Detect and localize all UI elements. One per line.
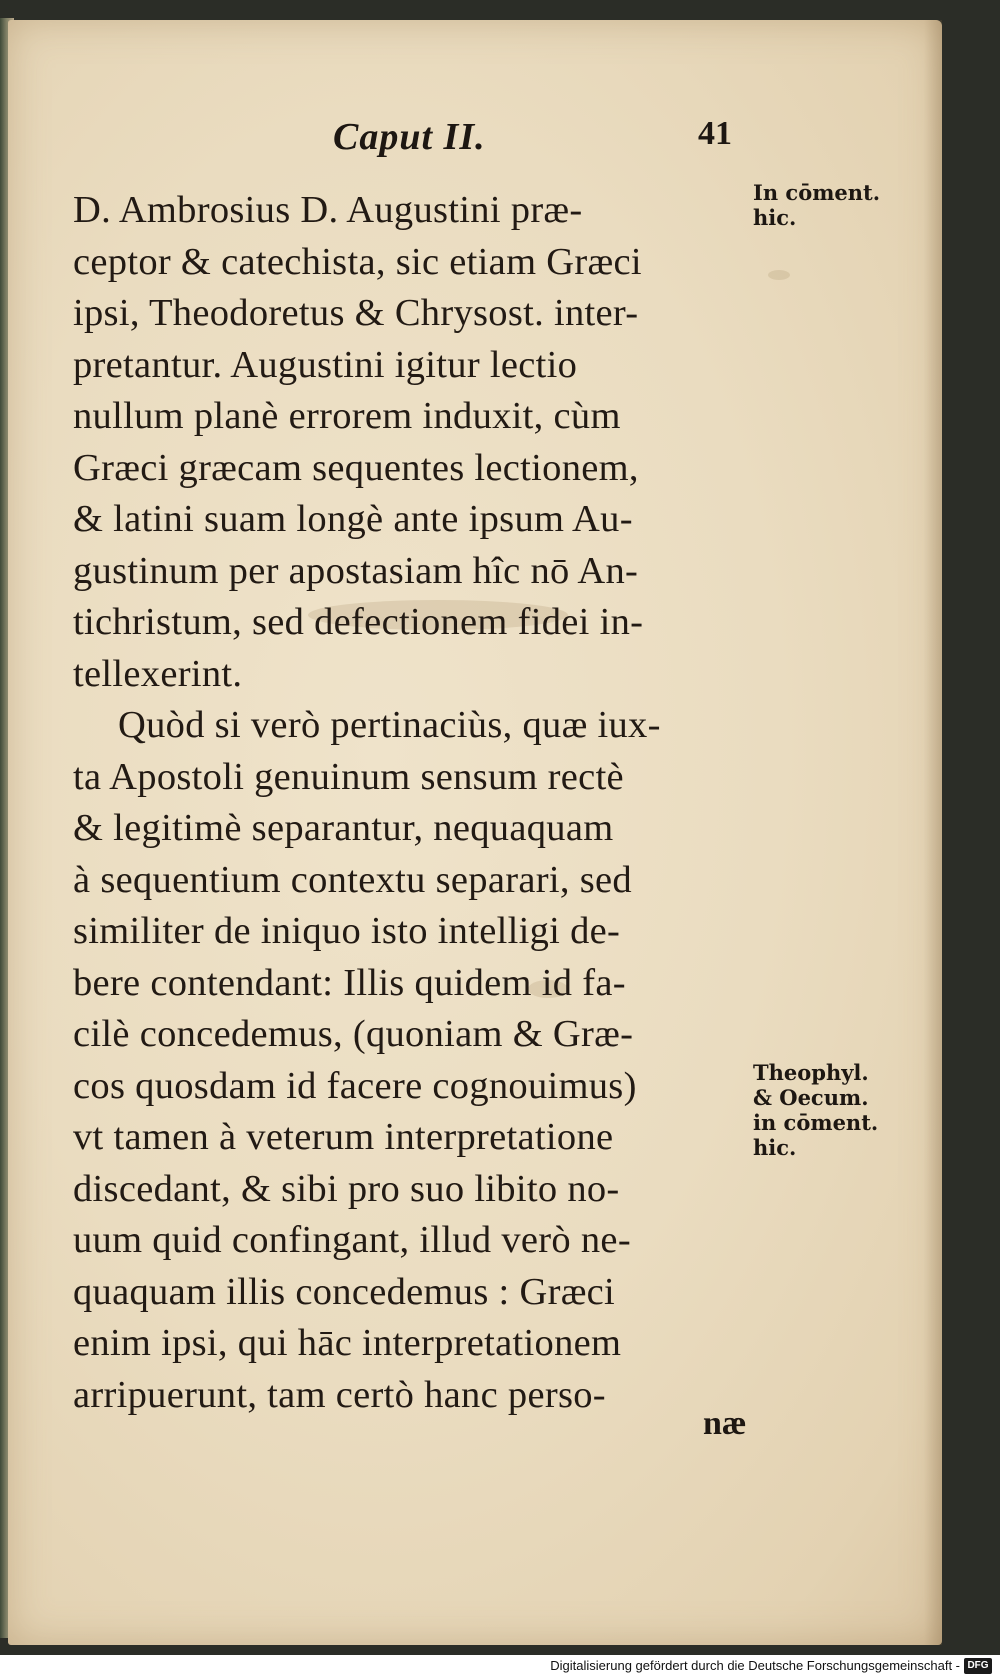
text-line: enim ipsi, qui hāc interpretationem — [73, 1322, 622, 1364]
page-edge-shadow — [924, 20, 942, 1645]
catchword: næ — [703, 1405, 747, 1442]
main-text-block — [73, 185, 753, 1421]
text-line: arripuerunt, tam certò hanc perso- — [73, 1373, 606, 1416]
text-line: ta Apostoli genuinum sensum rectè — [73, 755, 624, 798]
text-line: D. Ambrosius D. Augustini præ- — [73, 189, 583, 231]
text-line: à sequentium contextu separari, sed — [73, 858, 632, 901]
text-line: cilè concedemus, (quoniam & Græ- — [73, 1013, 634, 1055]
margin-note-line: & Oecum. — [753, 1085, 869, 1110]
text-line: gustinum per apostasiam hîc nō An- — [73, 549, 639, 592]
text-line: pretantur. Augustini igitur lectio — [73, 343, 578, 386]
margin-note-line: in cōment. — [753, 1110, 879, 1135]
page-number: 41 — [698, 115, 732, 152]
margin-note-line: Theophyl. — [753, 1060, 869, 1085]
text-line: tellexerint. — [73, 652, 243, 695]
running-head: Caput II. — [333, 116, 486, 158]
margin-note-line: hic. — [753, 1135, 797, 1160]
text-line: discedant, & sibi pro suo libito no- — [73, 1167, 620, 1210]
text-line: Græci græcam sequentes lectionem, — [73, 446, 639, 489]
paragraph-start-line: Quòd si verò pertinaciùs, quæ iux- — [118, 704, 661, 746]
funding-credit: Digitalisierung gefördert durch die Deutsche Forschungsgemeinschaft - — [550, 1658, 960, 1673]
text-line: & latini suam longè ante ipsum Au- — [73, 498, 633, 540]
paper-page — [8, 20, 942, 1645]
margin-note-theophylact — [753, 1060, 878, 1160]
text-line: vt tamen à veterum interpretatione — [73, 1116, 614, 1158]
text-line: & legitimè separantur, nequaquam — [73, 807, 614, 849]
text-line: ceptor & catechista, sic etiam Græci — [73, 240, 642, 283]
text-line: nullum planè errorem induxit, cùm — [73, 395, 621, 437]
paper-stain — [768, 270, 790, 280]
text-line: quaquam illis concedemus : Græci — [73, 1270, 616, 1313]
margin-note-line: In cōment. — [753, 180, 881, 205]
text-line: uum quid confingant, illud verò ne- — [73, 1219, 631, 1261]
text-line: bere contendant: Illis quidem id fa- — [73, 961, 626, 1004]
margin-note-commentary — [753, 180, 880, 230]
digitization-footer — [0, 1655, 1000, 1679]
text-line: tichristum, sed defectionem fidei in- — [73, 601, 644, 643]
margin-note-line: hic. — [753, 205, 797, 230]
dfg-logo: DFG — [964, 1658, 992, 1674]
page-header — [8, 115, 942, 165]
text-line: similiter de iniquo isto intelligi de- — [73, 910, 621, 952]
text-line: cos quosdam id facere cognouimus) — [73, 1064, 637, 1107]
text-line: ipsi, Theodoretus & Chrysost. inter- — [73, 292, 639, 334]
